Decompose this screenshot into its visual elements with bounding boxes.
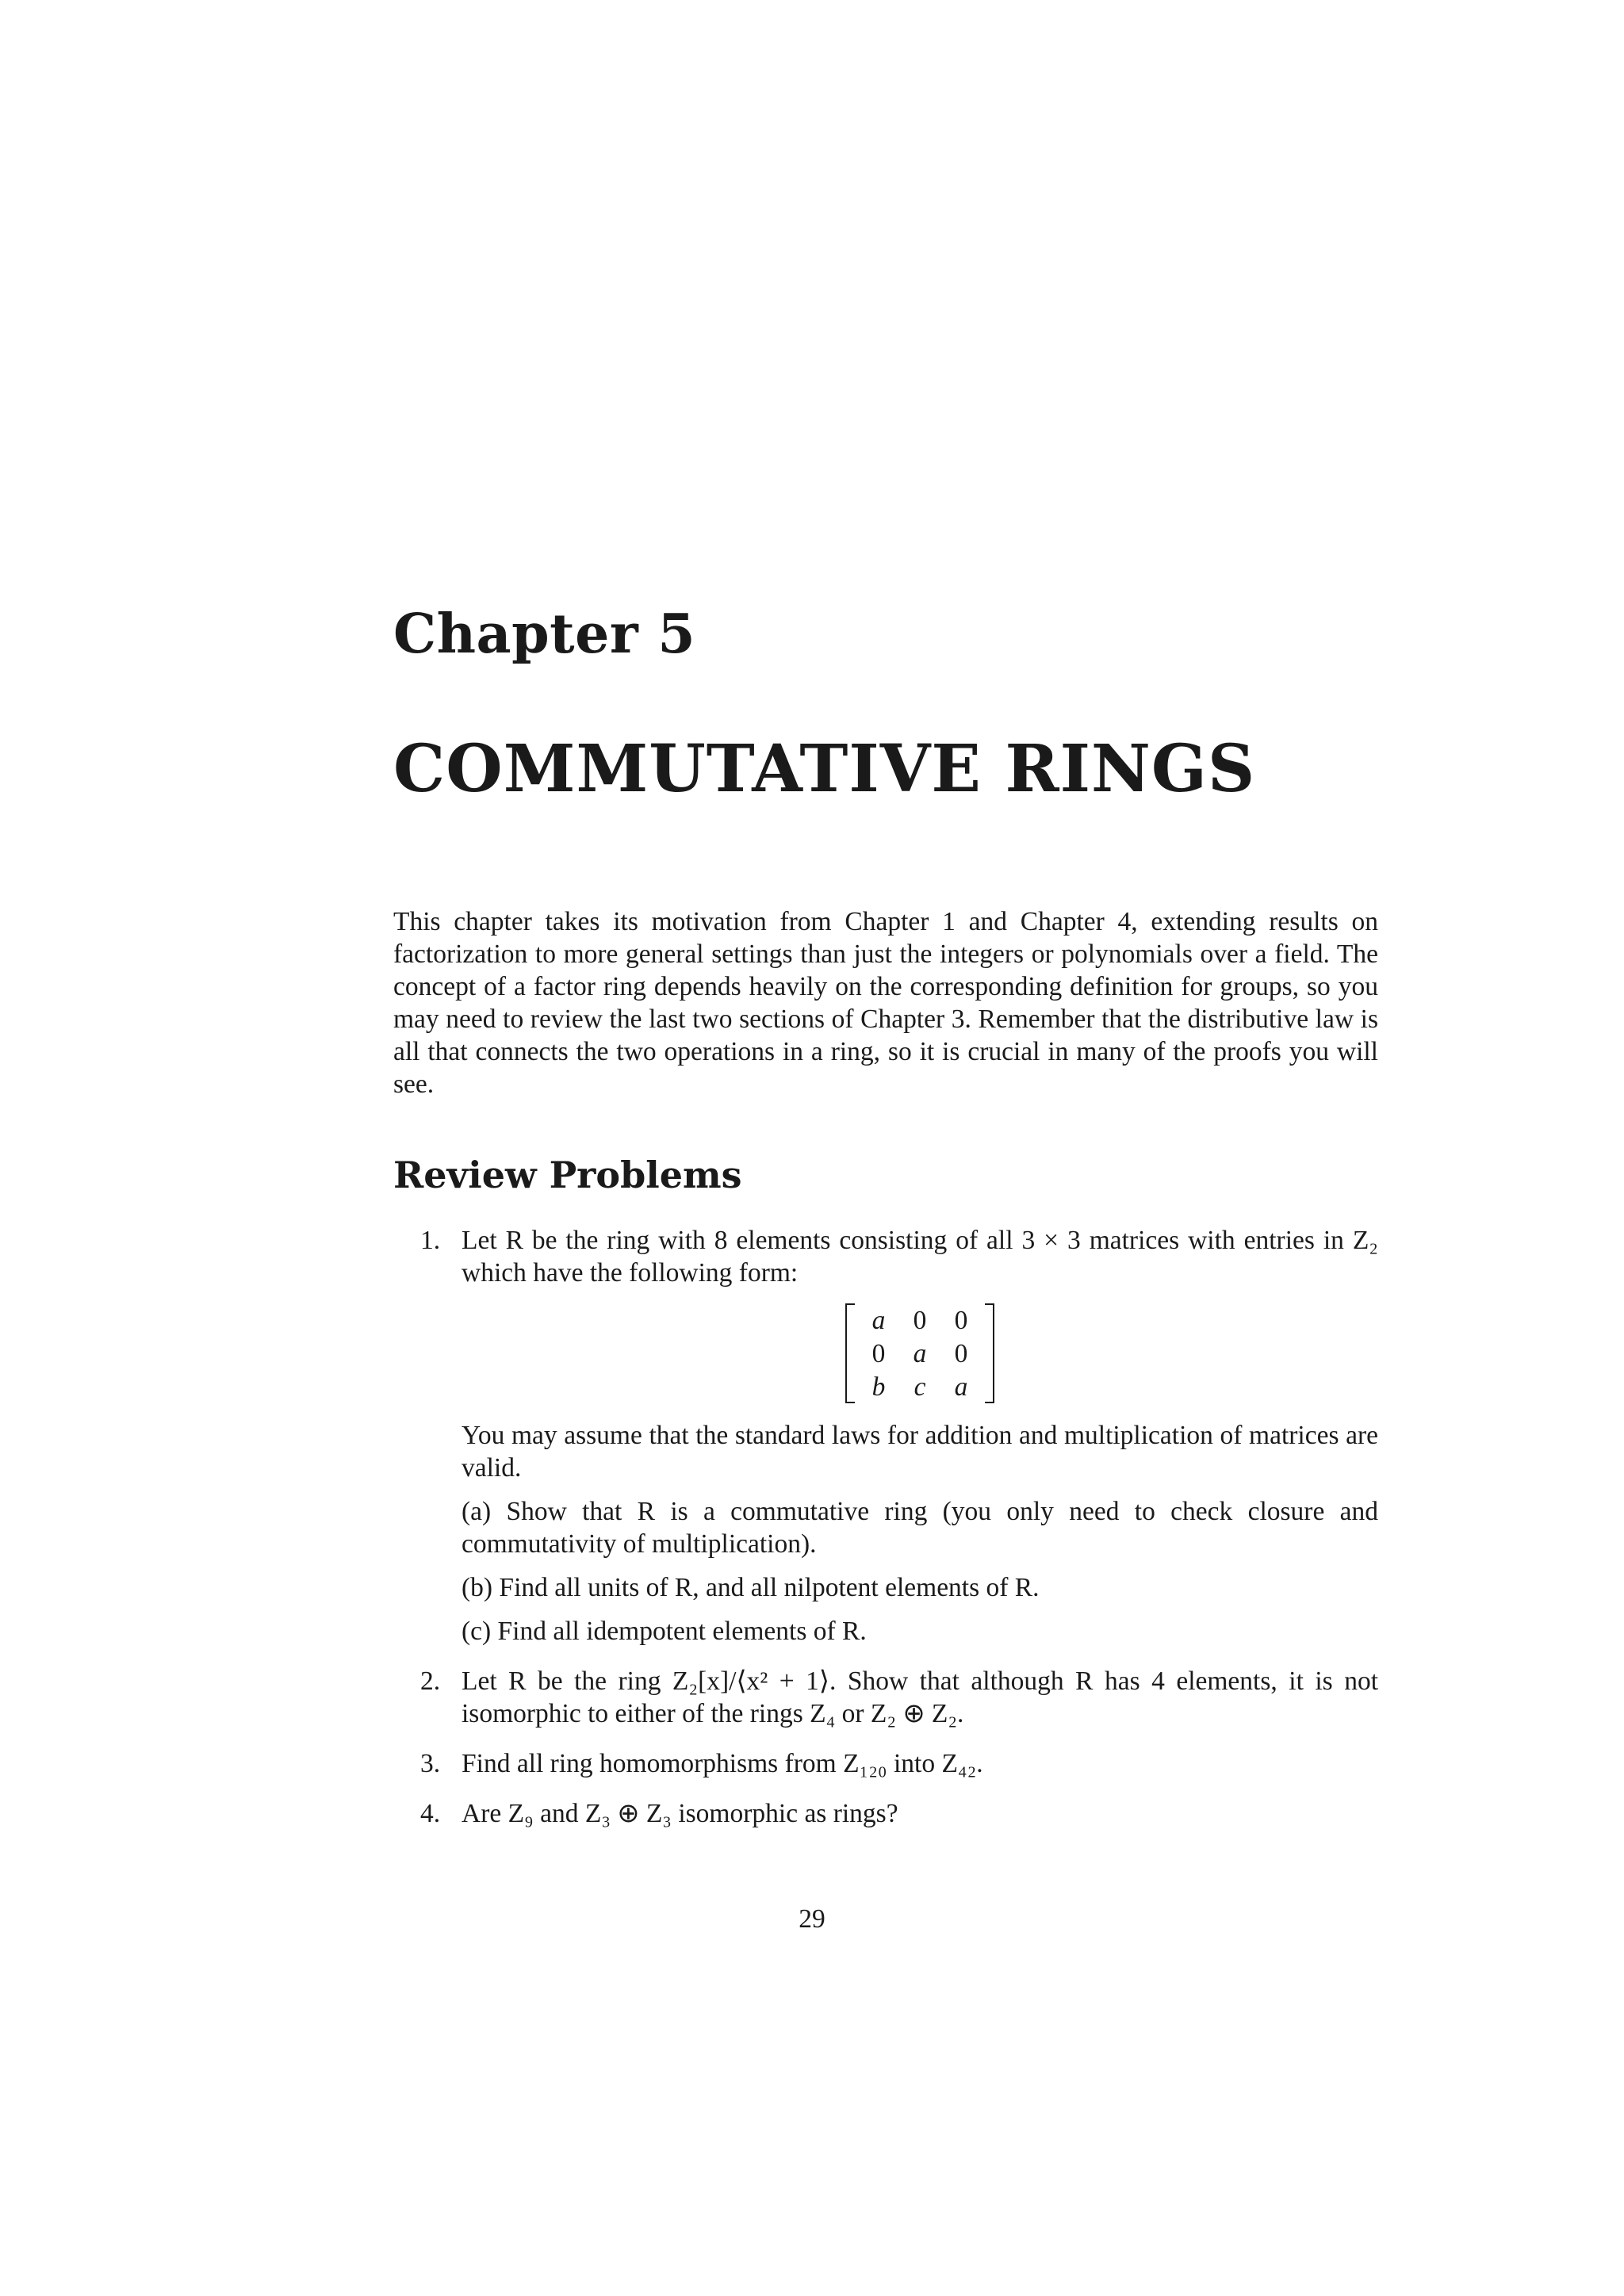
matrix-cell: a	[954, 1372, 968, 1402]
section-heading: Review Problems	[393, 1154, 742, 1196]
problem-followup: You may assume that the standard laws for addition and multiplication of matrices are valid.	[462, 1421, 1378, 1483]
problem-number: 2.	[420, 1667, 441, 1696]
right-bracket	[985, 1303, 994, 1403]
intro-section	[393, 905, 1378, 1100]
problem-item	[393, 1797, 1378, 1830]
matrix-cell: c	[914, 1372, 926, 1402]
matrix-cell: 0	[871, 1338, 886, 1368]
problem-item	[393, 1747, 1378, 1780]
matrix	[845, 1303, 994, 1403]
matrix-row	[858, 1370, 982, 1403]
matrix-cell: b	[871, 1372, 886, 1402]
matrix-cell: a	[913, 1338, 927, 1368]
chapter-label: Chapter 5	[393, 603, 696, 666]
problem-part: (a) Show that R is a commutative ring (you only need to check closure and commutativity of multiplication).	[462, 1497, 1378, 1559]
matrix-cell: 0	[954, 1338, 968, 1368]
problem-part: (c) Find all idempotent elements of R.	[462, 1617, 867, 1646]
left-bracket	[845, 1303, 855, 1403]
problem-item	[393, 1665, 1378, 1730]
problem-item	[393, 1224, 1378, 1647]
problem-text: Let R be the ring with 8 elements consisting of all 3 × 3 matrices with entries in Z₂ which have the following form:	[462, 1226, 1378, 1288]
problem-part: (b) Find all units of R, and all nilpotent elements of R.	[462, 1573, 1040, 1602]
problem-number: 1.	[420, 1226, 441, 1255]
problem-text: Are Z₉ and Z₃ ⊕ Z₃ isomorphic as rings?	[462, 1799, 898, 1828]
matrix-container	[462, 1303, 1378, 1403]
matrix-cell: 0	[954, 1305, 968, 1335]
page-number: 29	[799, 1904, 825, 1934]
matrix-table	[858, 1303, 982, 1403]
problem-number: 3.	[420, 1749, 441, 1778]
chapter-title: COMMUTATIVE RINGS	[393, 731, 1256, 807]
intro-paragraph: This chapter takes its motivation from Chapter 1 and Chapter 4, extending results on factorization to more general settings than just the integers or polynomials over a field. The concept of a factor ring depends heavily on the corresponding definition for groups, so you may need to review the last two sections of Chapter 3. Remember that the distributive law is all that connects the two operations in a ring, so it is crucial in many of the proofs you will see.	[393, 907, 1378, 1099]
problem-list	[393, 1224, 1378, 1830]
matrix-cell: 0	[913, 1305, 927, 1335]
matrix-row	[858, 1303, 982, 1337]
problem-text: Let R be the ring Z₂[x]/⟨x² + 1⟩. Show that although R has 4 elements, it is not isomorphic to either of the rings Z₄ or Z₂ ⊕ Z₂.	[462, 1667, 1378, 1728]
problem-text: Find all ring homomorphisms from Z₁₂₀ into Z₄₂.	[462, 1749, 983, 1778]
problem-number: 4.	[420, 1799, 441, 1828]
matrix-cell: a	[871, 1305, 886, 1335]
matrix-row	[858, 1337, 982, 1370]
